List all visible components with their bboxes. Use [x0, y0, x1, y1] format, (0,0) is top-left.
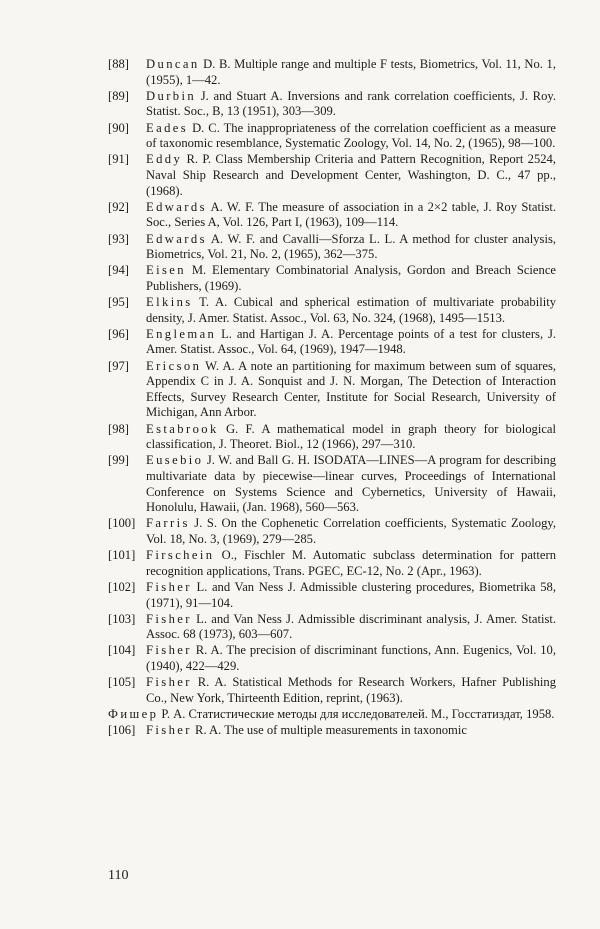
reference-text: R. A. The precision of discriminant functions, Ann. Eugenics, Vol. 10, (1940), 422—429. [146, 643, 556, 674]
reference-item [108, 643, 556, 674]
reference-number: [104] [108, 643, 136, 658]
reference-number: [102] [108, 579, 136, 594]
reference-number: [95] [108, 295, 129, 310]
reference-item [108, 359, 556, 421]
reference-author: Fisher [146, 723, 192, 738]
reference-author: Durbin [146, 88, 197, 103]
reference-item [108, 580, 556, 611]
reference-number: [93] [108, 231, 129, 246]
reference-text: L. and Van Ness J. Admissible discriminant analysis, J. Amer. Statist. Assoc. 68 (1973), 603—607. [146, 611, 556, 642]
reference-text: A. W. F. and Cavalli—Sforza L. L. A method for cluster analysis, Biometrics, Vol. 21, No. 2, (1965), 362—375. [146, 231, 556, 262]
reference-item [108, 422, 556, 453]
reference-item [108, 723, 556, 739]
reference-author: Firschein [146, 548, 215, 563]
reference-text: D. C. The inappropriateness of the correlation coefficient as a measure of taxonomic resemblance, Systematic Zoology, Vol. 14, No. 2, (1965), 98—100. [146, 120, 556, 151]
reference-text: A. W. F. The measure of association in a 2×2 table, J. Roy Statist. Soc., Series A, Vol. 126, Part I, (1963), 109—114. [146, 199, 556, 230]
reference-item [108, 327, 556, 358]
reference-author: Ericson [146, 358, 202, 373]
reference-text: D. B. Multiple range and multiple F tests, Biometrics, Vol. 11, No. 1, (1955), 1—42. [146, 57, 556, 87]
reference-item [108, 295, 556, 326]
reference-text: T. A. Cubical and spherical estimation of multivariate probability density, J. Amer. Statist. Assoc., Vol. 63, No. 324, (1968), 1495—1513. [146, 295, 556, 325]
reference-item [108, 263, 556, 294]
reference-text: W. A. A note an partitioning for maximum between sum of squares, Appendix C in J. A. Sonquist and J. N. Morgan, The Detection of Interaction Effects, Survey Research Center, Institute for Social Research, University of Michigan, Ann Arbor. [146, 358, 556, 420]
reference-text: J. W. and Ball G. H. ISODATA—LINES—A program for describing multivariate data by piecewise—linear curves, Proceedings of International Conference on Systems Science and Cybernetics, University of Hawaii, Honolulu, Hawaii, (Jan. 1968), 560—563. [146, 453, 556, 515]
reference-number: [105] [108, 675, 136, 690]
reference-item [108, 57, 556, 88]
reference-text: R. A. Statistical Methods for Research Workers, Hafner Publishing Co., New York, Thirteenth Edition, reprint, (1963). [146, 675, 556, 705]
reference-author: Eusebio [146, 453, 204, 468]
reference-number: [90] [108, 120, 129, 135]
reference-item [108, 232, 556, 263]
reference-text: J. and Stuart A. Inversions and rank correlation coefficients, J. Roy. Statist. Soc., B, 13 (1951), 303—309. [146, 88, 556, 119]
reference-author: Elkins [146, 295, 193, 310]
reference-item [108, 548, 556, 579]
reference-item [108, 675, 556, 706]
reference-text: R. P. Class Membership Criteria and Pattern Recognition, Report 2524, Naval Ship Research and Development Center, Washington, D. C., 47 pp., (1968). [146, 152, 556, 198]
reference-list [108, 57, 556, 739]
reference-text: L. and Hartigan J. A. Percentage points of a test for clusters, J. Amer. Statist. Assoc., Vol. 64, (1969), 1947—1948. [146, 326, 556, 357]
reference-number: [89] [108, 88, 129, 103]
reference-number: [106] [108, 723, 136, 738]
reference-item [108, 453, 556, 515]
reference-author: Edwards [146, 199, 207, 214]
reference-author: Duncan [146, 57, 200, 71]
reference-author: Fisher [146, 643, 192, 658]
reference-number: [100] [108, 516, 136, 531]
reference-number: [92] [108, 199, 129, 214]
reference-text: Р. А. Статистические методы для исследователей. М., Госстатиздат, 1958. [158, 707, 555, 722]
reference-text: R. A. The use of multiple measurements in taxonomic [191, 723, 467, 738]
reference-number: [96] [108, 326, 129, 341]
reference-number: [101] [108, 548, 136, 563]
reference-author: Edwards [146, 231, 207, 246]
reference-number: [98] [108, 421, 129, 436]
reference-text: L. and Van Ness J. Admissible clustering procedures, Biometrika 58, (1971), 91—104. [146, 579, 556, 610]
reference-author: Engleman [146, 326, 217, 341]
reference-author: Eades [146, 120, 189, 135]
reference-author: Eisen [146, 263, 186, 278]
reference-text: G. F. A mathematical model in graph theory for biological classification, J. Theoret. Biol., 12 (1966), 297—310. [146, 421, 556, 452]
reference-text: J. S. On the Cophenetic Correlation coefficients, Systematic Zoology, Vol. 18, No. 3, (1969), 279—285. [146, 516, 556, 546]
reference-number: [88] [108, 57, 129, 71]
reference-text: O., Fischler M. Automatic subclass determination for pattern recognition applications, Trans. PGEC, EC-12, No. 2 (Apr., 1963). [146, 548, 556, 578]
reference-author: Фишер [108, 707, 159, 722]
reference-item-russian [108, 707, 556, 723]
reference-item [108, 89, 556, 120]
reference-author: Farris [146, 516, 190, 531]
reference-item [108, 200, 556, 231]
reference-item [108, 612, 556, 643]
reference-item [108, 121, 556, 152]
reference-item [108, 152, 556, 199]
page-number: 110 [108, 868, 129, 883]
reference-text: M. Elementary Combinatorial Analysis, Gordon and Breach Science Publishers, (1969). [146, 263, 556, 293]
reference-author: Fisher [146, 611, 192, 626]
reference-item [108, 516, 556, 547]
reference-author: Eddy [146, 152, 183, 167]
reference-author: Estabrook [146, 421, 219, 436]
reference-number: [103] [108, 611, 136, 626]
reference-author: Fisher [146, 579, 192, 594]
reference-author: Fisher [146, 675, 192, 690]
reference-number: [99] [108, 453, 129, 468]
reference-number: [91] [108, 152, 129, 167]
reference-number: [97] [108, 358, 129, 373]
reference-number: [94] [108, 263, 129, 278]
